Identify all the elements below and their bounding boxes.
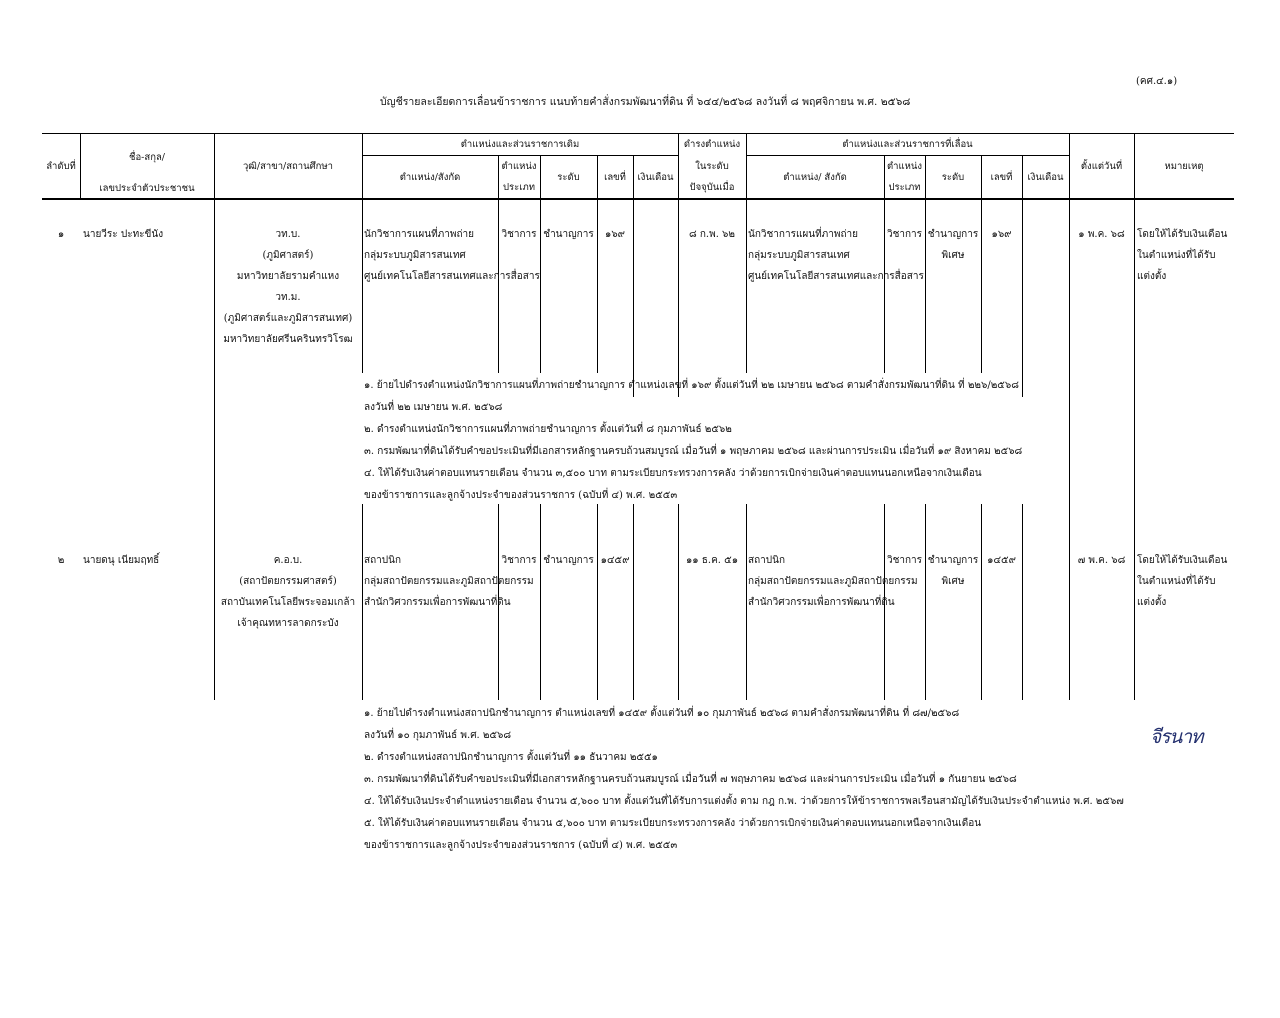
header-new-no: เลขที่ xyxy=(990,172,1013,183)
header-orig-pos: ตำแหน่ง/สังกัด xyxy=(399,172,461,183)
col-divider xyxy=(746,504,747,700)
row-effective-date: ๗ พ.ค. ๖๘ xyxy=(1077,555,1126,566)
col-divider xyxy=(678,504,679,700)
header-bottom-border xyxy=(42,198,1234,200)
col-divider xyxy=(540,155,541,373)
row-note: ๔. ให้ได้รับเงินค่าตอบแทนรายเดือน จำนวน ๓,๕๐๐ บาท ตามระเบียบกระทรวงการคลัง ว่าด้วยการเบิกจ่ายเงินค่าตอบแทนนอกเหนือจากเงินเดือน xyxy=(364,468,982,479)
row-note: ลงวันที่ ๑๐ กุมภาพันธ์ พ.ศ. ๒๕๖๘ xyxy=(364,730,512,741)
row-seq: ๒ xyxy=(57,555,65,566)
header-orig-no: เลขที่ xyxy=(604,172,626,183)
header-held-l1: ดำรงตำแหน่ง xyxy=(683,139,741,150)
row-new-type: วิชาการ xyxy=(886,229,923,240)
row-note: ของข้าราชการและลูกจ้างประจำของส่วนราชการ (ฉบับที่ ๔) พ.ศ. ๒๕๕๓ xyxy=(364,490,678,501)
row-orig-type: วิชาการ xyxy=(501,555,537,566)
form-code: (คศ.๔.๑) xyxy=(1136,76,1178,87)
row-new-level: ชำนาญการ พิเศษ xyxy=(927,555,979,587)
row-note: ๒. ดำรงตำแหน่งสถาปนิกชำนาญการ ตั้งแต่วันที่ ๑๑ ธันวาคม ๒๕๕๑ xyxy=(364,752,658,763)
col-divider xyxy=(597,504,598,700)
row-note: ๓. กรมพัฒนาที่ดินได้รับคำขอประเมินที่มีเอกสารหลักฐานครบถ้วนสมบูรณ์ เมื่อวันที่ ๗ พฤษภาคม ๒๕๖๘ และผ่านการประเมิน เมื่อวันที่ ๑ กันยายน ๒๕๖๘ xyxy=(364,774,1017,785)
row-orig-number: ๑๖๙ xyxy=(604,229,626,240)
row-orig-position: สถาปนิก กลุ่มสถาปัตยกรรมและภูมิสถาปัตยกรรม สำนักวิศวกรรมเพื่อการพัฒนาที่ดิน xyxy=(364,555,534,608)
document-title: บัญชีรายละเอียดการเลื่อนข้าราชการ แนบท้ายคำสั่งกรมพัฒนาที่ดิน ที่ ๖๔๔/๒๕๖๘ ลงวันที่ ๘ พฤศจิกายน พ.ศ. ๒๕๖๘ xyxy=(380,96,911,108)
col-divider xyxy=(1022,504,1023,700)
row-note: ของข้าราชการและลูกจ้างประจำของส่วนราชการ (ฉบับที่ ๔) พ.ศ. ๒๕๕๓ xyxy=(364,840,678,851)
row-remark: โดยให้ได้รับเงินเดือน ในตำแหน่งที่ได้รับ แต่งตั้ง xyxy=(1137,229,1228,282)
row-note: ลงวันที่ ๒๒ เมษายน พ.ศ. ๒๕๖๘ xyxy=(364,402,503,413)
header-seq: ลำดับที่ xyxy=(46,161,76,172)
row-new-position: นักวิชาการแผนที่ภาพถ่าย กลุ่มระบบภูมิสารสนเทศ ศูนย์เทคโนโลยีสารสนเทศและการสื่อสาร xyxy=(748,229,924,282)
col-divider xyxy=(633,504,634,700)
row-orig-level: ชำนาญการ xyxy=(543,555,594,566)
table-top-border xyxy=(42,133,1234,134)
header-orig-type-l1: ตำแหน่ง xyxy=(501,161,537,172)
header-orig-type-l2: ประเภท xyxy=(502,182,535,193)
row-note: ๑. ย้ายไปดำรงตำแหน่งนักวิชาการแผนที่ภาพถ่ายชำนาญการ ตำแหน่งเลขที่ ๑๖๙ ตั้งแต่วันที่ ๒๒ เมษายน ๒๕๖๘ ตามคำสั่งกรมพัฒนาที่ดิน ที่ ๒๒๖/๒๕๖๘ xyxy=(364,380,1019,391)
row-new-level: ชำนาญการ พิเศษ xyxy=(927,229,979,261)
row-new-number: ๑๔๕๙ xyxy=(987,555,1016,566)
col-divider xyxy=(1069,133,1070,700)
row-orig-level: ชำนาญการ xyxy=(543,229,594,240)
row-note: ๔. ให้ได้รับเงินประจำตำแหน่งรายเดือน จำนวน ๕,๖๐๐ บาท ตั้งแต่วันที่ได้รับการแต่งตั้ง ตาม กฎ ก.พ. ว่าด้วยการให้ข้าราชการพลเรือนสามัญได้รับเงินประจำตำแหน่ง พ.ศ. ๒๕๖๗ xyxy=(364,796,1124,807)
header-held-l2: ในระดับ xyxy=(695,161,729,172)
header-since: ตั้งแต่วันที่ xyxy=(1080,161,1123,172)
header-name-l1: ชื่อ-สกุล/ xyxy=(129,152,165,163)
col-divider xyxy=(540,504,541,700)
row-degree: ค.อ.บ. (สถาปัตยกรรมศาสตร์) สถาบันเทคโนโลยีพระจอมเกล้า เจ้าคุณทหารลาดกระบัง xyxy=(220,555,356,629)
header-held-l3: ปัจจุบันเมื่อ xyxy=(689,182,735,193)
row-note: ๒. ดำรงตำแหน่งนักวิชาการแผนที่ภาพถ่ายชำนาญการ ตั้งแต่วันที่ ๘ กุมภาพันธ์ ๒๕๖๒ xyxy=(364,424,732,435)
col-divider xyxy=(597,155,598,373)
row-new-type: วิชาการ xyxy=(886,555,923,566)
header-new-group: ตำแหน่งและส่วนราชการที่เลื่อน xyxy=(842,139,973,150)
orig-group-underline xyxy=(362,155,678,156)
header-new-level: ระดับ xyxy=(941,172,965,183)
header-new-type-l2: ประเภท xyxy=(888,182,921,193)
header-orig-salary: เงินเดือน xyxy=(637,172,674,183)
row-seq: ๑ xyxy=(57,229,65,240)
col-divider xyxy=(362,133,363,373)
row-orig-type: วิชาการ xyxy=(501,229,537,240)
header-remark: หมายเหตุ xyxy=(1164,161,1204,172)
row-new-number: ๑๖๙ xyxy=(991,229,1012,240)
header-name-l2: เลขประจำตัวประชาชน xyxy=(99,183,195,194)
col-divider xyxy=(362,504,363,700)
row-name: นายดนุ เนียมฤทธิ์ xyxy=(83,555,160,566)
col-divider xyxy=(746,133,747,373)
row-name: นายวีระ ปะทะขีนัง xyxy=(83,229,164,240)
col-divider xyxy=(981,504,982,700)
row-orig-position: นักวิชาการแผนที่ภาพถ่าย กลุ่มระบบภูมิสารสนเทศ ศูนย์เทคโนโลยีสารสนเทศและการสื่อสาร xyxy=(364,229,540,282)
row-effective-date: ๑ พ.ค. ๖๘ xyxy=(1078,229,1125,240)
header-orig-level: ระดับ xyxy=(557,172,580,183)
col-divider xyxy=(981,155,982,373)
header-new-type-l1: ตำแหน่ง xyxy=(886,161,923,172)
new-group-underline xyxy=(746,155,1069,156)
col-divider xyxy=(1022,155,1023,397)
row-orig-number: ๑๔๕๙ xyxy=(600,555,630,566)
row-note: ๓. กรมพัฒนาที่ดินได้รับคำขอประเมินที่มีเอกสารหลักฐานครบถ้วนสมบูรณ์ เมื่อวันที่ ๑ พฤษภาคม ๒๕๖๘ และผ่านการประเมิน เมื่อวันที่ ๑๙ สิงหาคม ๒๕๖๘ xyxy=(364,446,1023,457)
col-divider xyxy=(1134,133,1135,700)
row-held-since: ๑๑ ธ.ค. ๕๑ xyxy=(685,555,739,566)
header-new-pos: ตำแหน่ง/ สังกัด xyxy=(783,172,847,183)
signature: จีรนาท xyxy=(1150,726,1203,748)
row-new-position: สถาปนิก กลุ่มสถาปัตยกรรมและภูมิสถาปัตยกรรม สำนักวิศวกรรมเพื่อการพัฒนาที่ดิน xyxy=(748,555,918,608)
header-orig-group: ตำแหน่งและส่วนราชการเดิม xyxy=(460,139,580,150)
col-divider xyxy=(633,155,634,397)
header-degree: วุฒิ/สาขา/สถานศึกษา xyxy=(242,161,334,172)
row-held-since: ๘ ก.พ. ๖๒ xyxy=(688,229,735,240)
col-divider xyxy=(925,504,926,700)
row-note: ๕. ให้ได้รับเงินค่าตอบแทนรายเดือน จำนวน ๕,๖๐๐ บาท ตามระเบียบกระทรวงการคลัง ว่าด้วยการเบิกจ่ายเงินค่าตอบแทนนอกเหนือจากเงินเดือน xyxy=(364,818,982,829)
header-new-salary: เงินเดือน xyxy=(1027,172,1064,183)
row-remark: โดยให้ได้รับเงินเดือน ในตำแหน่งที่ได้รับ แต่งตั้ง xyxy=(1137,555,1228,608)
row-note: ๑. ย้ายไปดำรงตำแหน่งสถาปนิกชำนาญการ ตำแหน่งเลขที่ ๑๔๕๙ ตั้งแต่วันที่ ๑๐ กุมภาพันธ์ ๒๕๖๘ ตามคำสั่งกรมพัฒนาที่ดิน ที่ ๘๗/๒๕๖๘ xyxy=(364,708,960,719)
row-degree: วท.บ. (ภูมิศาสตร์) มหาวิทยาลัยรามคำแหง วท.ม. (ภูมิศาสตร์และภูมิสารสนเทศ) มหาวิทยาลัยศรีนครินทรวิโรฒ xyxy=(223,229,353,345)
